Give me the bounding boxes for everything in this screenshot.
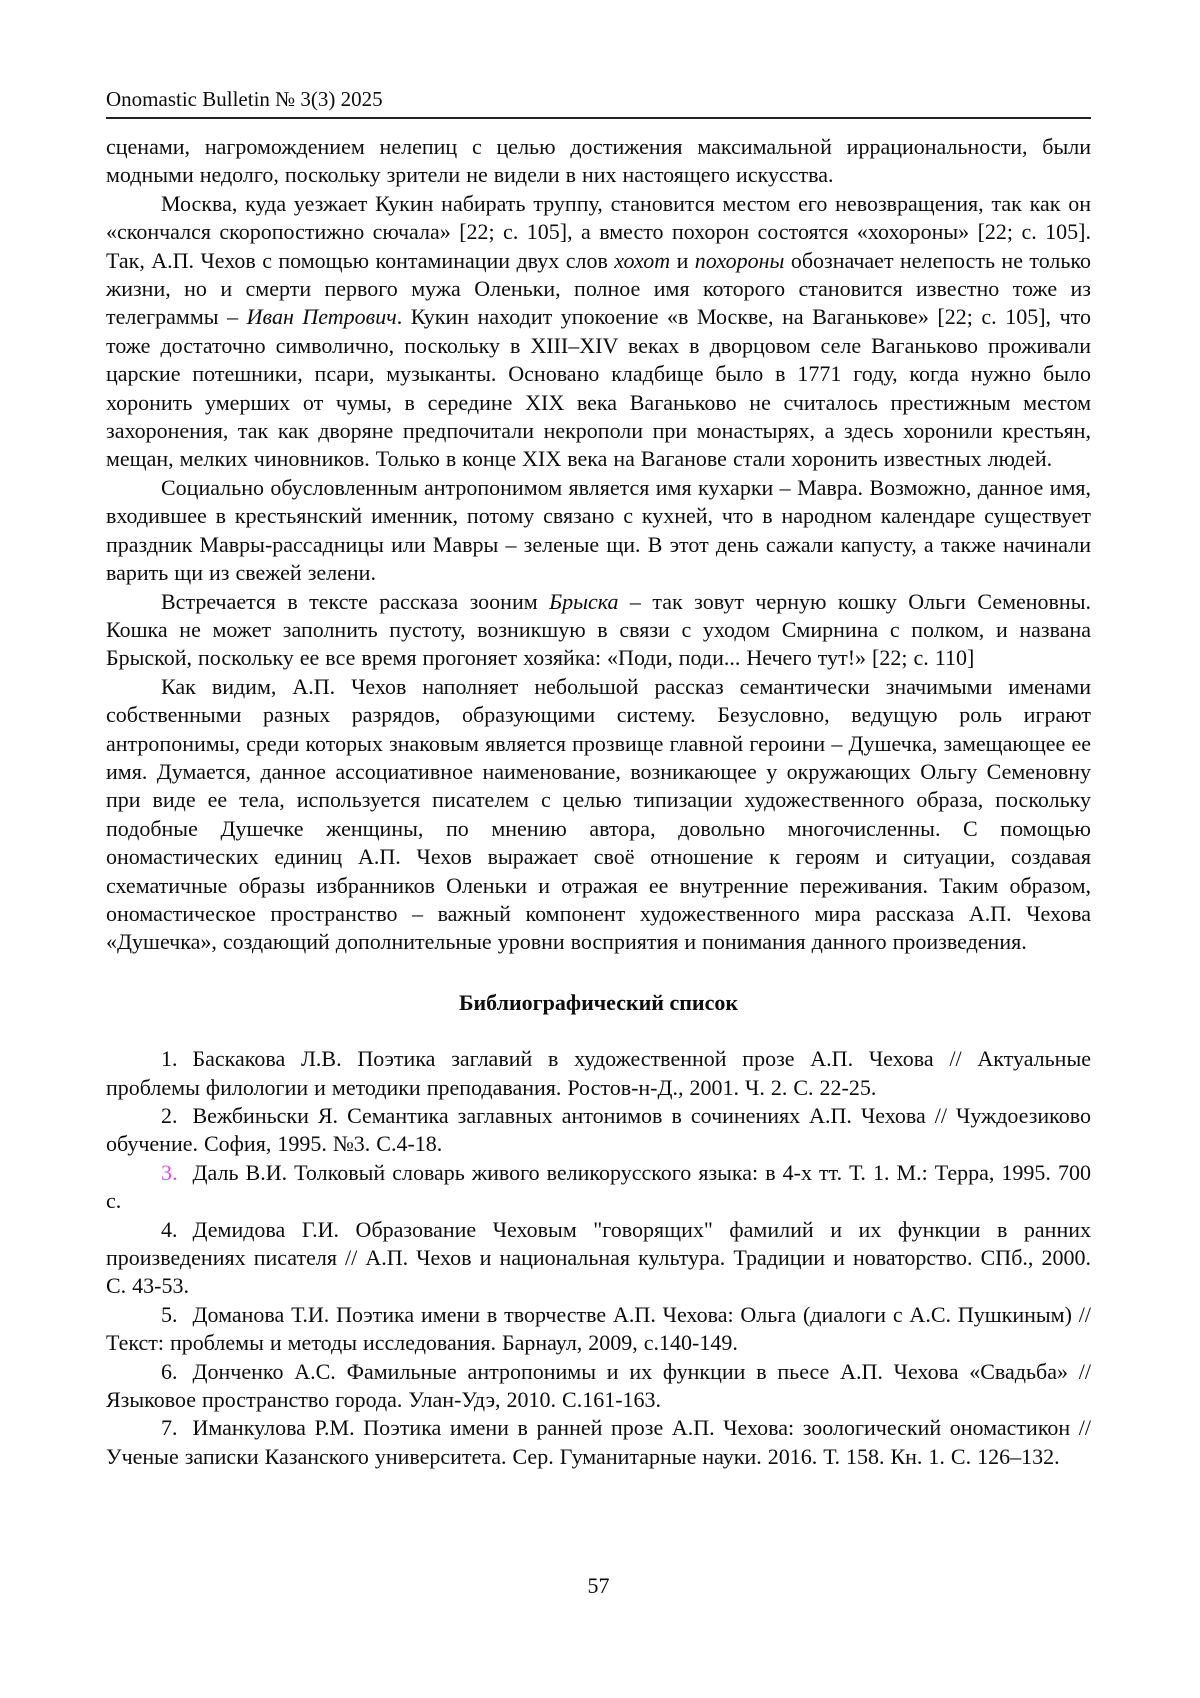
bibliography-item-number: 6. <box>161 1358 178 1384</box>
paragraph <box>106 673 1091 957</box>
bibliography-item-text: Демидова Г.И. Образование Чеховым "говорящих" фамилий и их функции в ранних произведениях писателя // А.П. Чехов и национальная культура. Традиции и новаторство. СПб., 2000. С. 43-53. <box>106 1216 1091 1299</box>
bibliography-item <box>106 1102 1091 1159</box>
bibliography-item <box>106 1159 1091 1216</box>
text-run: Социально обусловленным антропонимом является имя кухарки – Мавра. Возможно, данное имя, входившее в крестьянский именник, потому связано с кухней, что в народном календаре существует праздник Мавры-рассадницы или Мавры – зеленые щи. В этот день сажали капусту, а также начинали варить щи из свежей зелени. <box>106 474 1091 586</box>
italic-run: похороны <box>694 247 785 273</box>
running-header <box>106 86 1091 119</box>
italic-run: Брыска <box>549 588 619 614</box>
bibliography-item-number: 5. <box>161 1301 178 1327</box>
bibliography-item-text: Вежбиньски Я. Семантика заглавных антонимов в сочинениях А.П. Чехова // Чуждоезиково обучение. София, 1995. №3. С.4-18. <box>106 1103 1091 1157</box>
bibliography-item-number: 3. <box>161 1159 178 1185</box>
text-run: Встречается в тексте рассказа зооним <box>161 588 550 614</box>
text-run: и <box>670 247 695 273</box>
bibliography-item-text: Донченко А.С. Фамильные антропонимы и их функции в пьесе А.П. Чехова «Свадьба» // Языковое пространство города. Улан-Удэ, 2010. С.161-163. <box>106 1358 1091 1413</box>
text-run: – так зовут черную кошку Ольги Семеновны. Кошка не может заполнить пустоту, возникшую в связи с уходом Смирнина с полком, и названа Брыской, поскольку ее все время прогоняет хозяйка: «Поди, поди... Нечего тут!» [22; с. 110] <box>106 588 1091 671</box>
article-body <box>106 133 1091 1471</box>
italic-run: хохот <box>614 247 671 273</box>
bibliography-item-text: Баскакова Л.В. Поэтика заглавий в художественной прозе А.П. Чехова // Актуальные проблемы филологии и методики преподавания. Ростов-н-Д., 2001. Ч. 2. С. 22-25. <box>106 1046 1091 1100</box>
bibliography-item <box>106 1414 1091 1471</box>
bibliography-item-number: 2. <box>161 1103 178 1128</box>
bibliography-item <box>106 1358 1091 1415</box>
bibliography-item <box>106 1301 1091 1358</box>
bibliography-item-text: Даль В.И. Толковый словарь живого великорусского языка: в 4-х тт. Т. 1. М.: Терра, 1995. 700 с. <box>106 1159 1091 1214</box>
text-run: сценами, нагромождением нелепиц с целью достижения максимальной иррациональности, были модными недолго, поскольку зрители не видели в них настоящего искусства. <box>106 134 1091 188</box>
bibliography-item <box>106 1045 1091 1102</box>
paragraph <box>106 474 1091 588</box>
text-run: . Кукин находит упокоение «в Москве, на Ваганькове» [22; с. 105], что тоже достаточно символично, поскольку в XIII–XIV веках в дворцовом селе Ваганьково проживали царские потешники, псари, музыканты. Основано кладбище было в 1771 году, когда нужно было хоронить умерших от чумы, в середине XIX века Ваганьково не считалось престижным местом захоронения, так как дворяне предпочитали некрополи при монастырях, а здесь хоронили крестьян, мещан, мелких чиновников. Только в конце XIX века на Ваганове стали хоронить известных людей. <box>106 304 1091 472</box>
page-number: 57 <box>587 1573 610 1598</box>
bibliography-item-text: Иманкулова Р.М. Поэтика имени в ранней прозе А.П. Чехова: зоологический ономастикон // Ученые записки Казанского университета. Сер. Гуманитарные науки. 2016. Т. 158. Кн. 1. С. 126–132. <box>106 1415 1091 1469</box>
text-run: Москва, куда уезжает Кукин набирать труппу, становится местом его невозвращения, так как он «скончался скоропостижно сючала» [22; с. 105], а вместо похорон состоятся «хохороны» [22; с. 105]. Так, А.П. Чехов с помощью контаминации двух слов <box>106 190 1091 273</box>
paragraph <box>106 190 1091 474</box>
paragraph <box>106 133 1091 190</box>
bibliography-list <box>106 1045 1091 1471</box>
italic-run: Иван Петрович <box>246 304 397 330</box>
article-text <box>106 133 1091 957</box>
text-run: обозначает нелепость не только жизни, но и смерти первого мужа Оленьки, полное имя которого становится известно тоже из телеграммы – <box>106 247 1091 330</box>
bibliography-item-number: 1. <box>161 1046 178 1072</box>
journal-title: Onomastic Bulletin № 3(3) 2025 <box>106 87 383 111</box>
bibliography-item-text: Доманова Т.И. Поэтика имени в творчестве А.П. Чехова: Ольга (диалоги с А.С. Пушкиным) // Текст: проблемы и методы исследования. Барнаул, 2009, с.140-149. <box>106 1301 1091 1356</box>
bibliography-item <box>106 1216 1091 1301</box>
bibliography-item-number: 7. <box>161 1415 178 1441</box>
bibliography-heading: Библиографический список <box>458 989 739 1015</box>
text-run: Как видим, А.П. Чехов наполняет небольшой рассказ семантически значимыми именами собственными разных разрядов, образующими систему. Безусловно, ведущую роль играют антропонимы, среди которых знаковым является прозвище главной героини – Душечка, замещающее ее имя. Думается, данное ассоциативное наименование, возникающее у окружающих Ольгу Семеновну при виде ее тела, используется писателем с целью типизации художественного образа, поскольку подобные Душечке женщины, по мнению автора, довольно многочисленны. С помощью ономастических единиц А.П. Чехов выражает своё отношение к героям и ситуации, создавая схематичные образы избранников Оленьки и отражая ее внутренние переживания. Таким образом, ономастическое пространство – важный компонент художественного мира рассказа А.П. Чехова «Душечка», создающий дополнительные уровни восприятия и понимания данного произведения. <box>106 673 1091 955</box>
paragraph <box>106 588 1091 673</box>
page-footer <box>106 1572 1091 1600</box>
bibliography-item-number: 4. <box>161 1216 178 1242</box>
